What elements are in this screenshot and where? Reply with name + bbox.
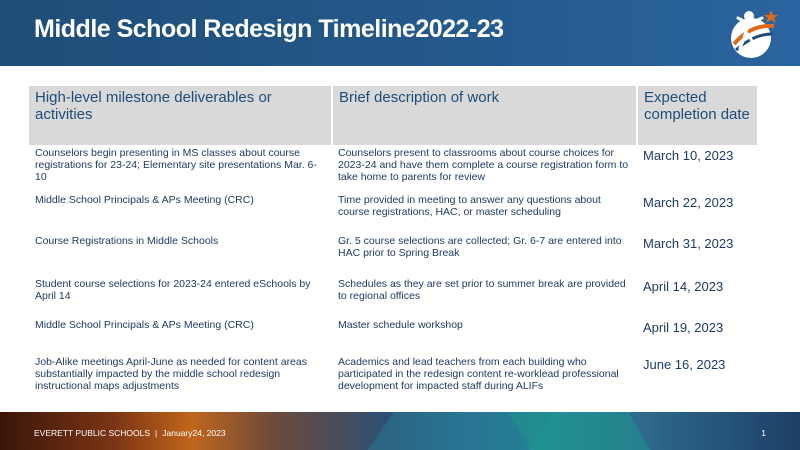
table-row (29, 192, 757, 233)
footer-separator: | (155, 428, 158, 438)
description-cell: Schedules as they are set prior to summer break are provided to regional offices (338, 278, 626, 302)
description-cell: Academics and lead teachers from each building who participated in the redesign content re-worklead professional development for impacted staff during ALIFs (338, 356, 619, 392)
activity-cell: Course Registrations in Middle Schools (35, 235, 219, 247)
description-cell: Time provided in meeting to answer any questions about course registrations, HAC, or master scheduling (338, 194, 601, 218)
table-row (29, 354, 757, 401)
footer-info (34, 428, 226, 438)
table-row (29, 145, 757, 192)
activity-cell: Middle School Principals & APs Meeting (CRC) (35, 319, 254, 331)
activity-cell: Middle School Principals & APs Meeting (CRC) (35, 194, 254, 206)
date-cell: March 10, 2023 (643, 148, 734, 163)
table-row (29, 317, 757, 354)
timeline-table-container (29, 86, 757, 401)
date-cell: June 16, 2023 (643, 357, 726, 372)
slide-footer (0, 412, 800, 450)
date-cell: March 31, 2023 (643, 236, 734, 251)
page-number: 1 (761, 428, 766, 438)
table-row (29, 233, 757, 276)
footer-date: January24, 2023 (162, 428, 226, 438)
description-cell: Counselors present to classrooms about course choices for 2023-24 and have them complete a course registration form to take home to parents for review (338, 147, 629, 183)
slide-title: Middle School Redesign Timeline2022-23 (34, 15, 504, 43)
district-logo-icon (724, 4, 782, 62)
description-cell: Master schedule workshop (338, 319, 463, 331)
slide-header (0, 0, 800, 66)
footer-org: EVERETT PUBLIC SCHOOLS (34, 428, 151, 438)
table-row (29, 276, 757, 317)
activity-cell: Job-Alike meetings April-June as needed for content areas substantially impacted by the middle school redesign instructional maps adjustments (35, 356, 307, 392)
activity-cell: Student course selections for 2023-24 entered eSchools by April 14 (35, 278, 311, 302)
activity-cell: Counselors begin presenting in MS classes about course registrations for 23-24; Elementary site presentations Mar. 6-10 (35, 147, 317, 183)
header-description: Brief description of work (332, 86, 637, 145)
header-completion-date: Expected completion date (637, 86, 757, 145)
header-activities: High-level milestone deliverables or activities (29, 86, 332, 145)
date-cell: April 19, 2023 (643, 320, 724, 335)
timeline-table (29, 86, 757, 401)
description-cell: Gr. 5 course selections are collected; Gr. 6-7 are entered into HAC prior to Spring Break (338, 235, 622, 259)
table-header-row (29, 86, 757, 145)
date-cell: April 14, 2023 (643, 279, 724, 294)
date-cell: March 22, 2023 (643, 195, 734, 210)
